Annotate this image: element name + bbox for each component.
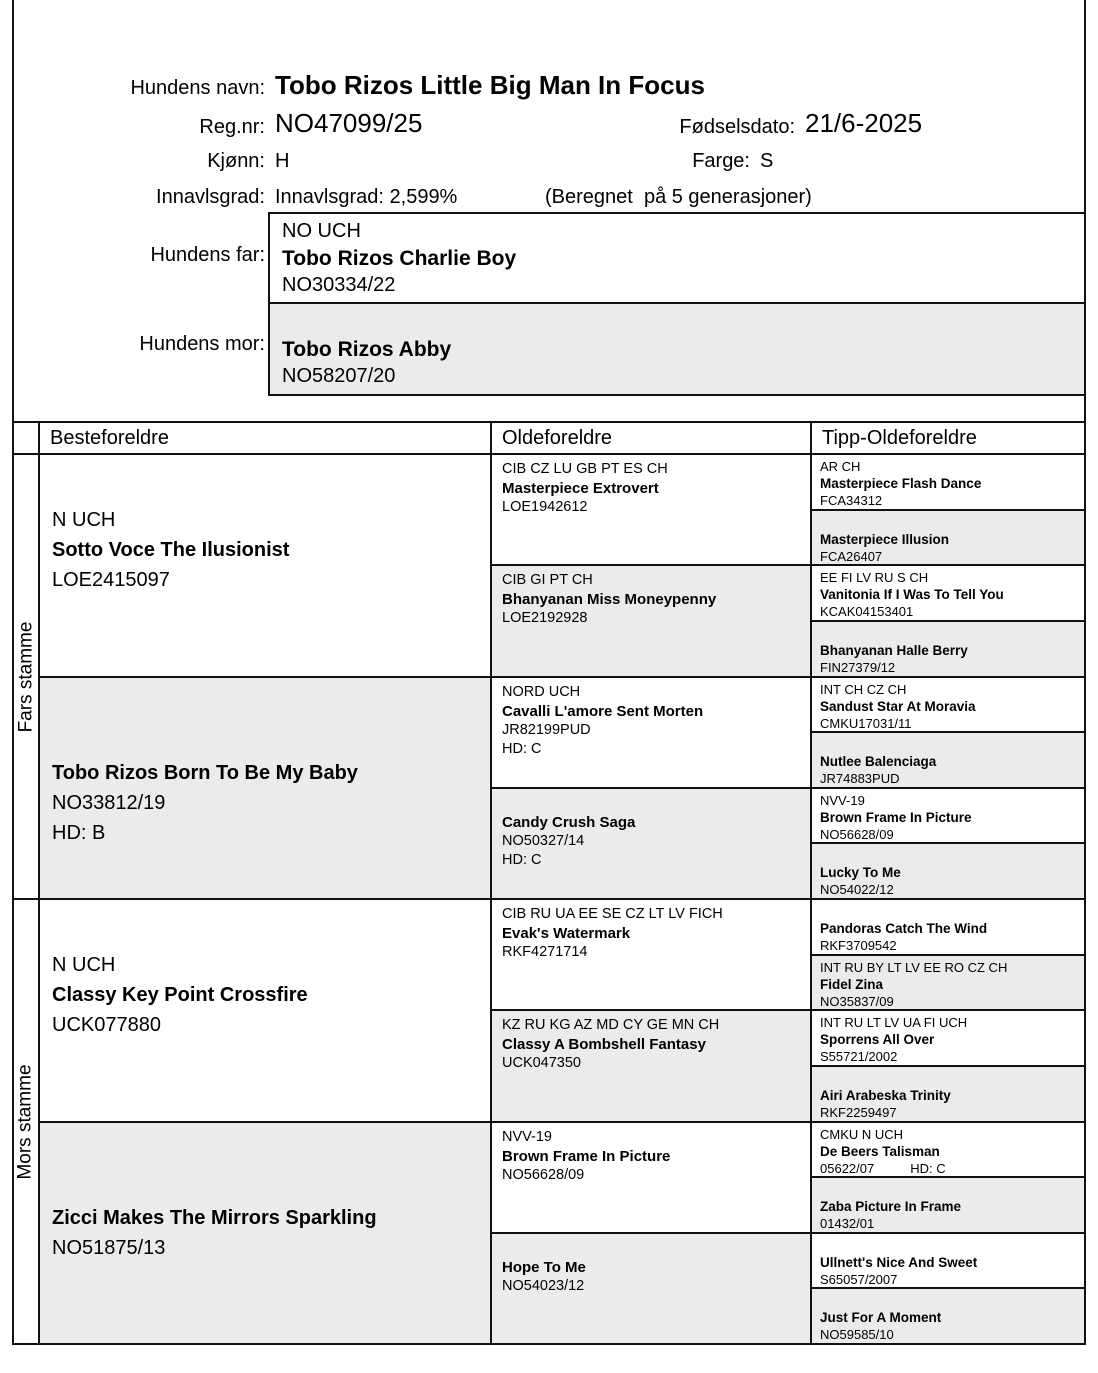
regnr-label: Reg.nr: — [199, 116, 265, 138]
gp-reg: LOE2415097 — [52, 569, 170, 592]
gggp-title: INT RU BY LT LV EE RO CZ CH — [820, 959, 1008, 975]
gggp-name: Zaba Picture In Frame — [820, 1199, 962, 1215]
ggp-name: Brown Frame In Picture — [502, 1147, 671, 1165]
fars-stamme-label: Fars stamme — [15, 621, 37, 732]
gggp-name: Masterpiece Flash Dance — [820, 476, 982, 491]
father-label: Hundens far: — [150, 244, 265, 266]
ggp-hd — [502, 517, 800, 536]
ggp-hd — [502, 628, 800, 647]
ggp-title: NORD UCH — [502, 683, 581, 700]
cell-great-grandparent — [492, 678, 810, 789]
ggp-title — [502, 1239, 800, 1258]
gggp-title — [820, 625, 1076, 642]
gp-reg: NO33812/19 — [52, 791, 166, 814]
cell-great-great-grandparent — [812, 900, 1084, 956]
gggp-title — [820, 1237, 1076, 1254]
ggp-name: Cavalli L'amore Sent Morten — [502, 702, 704, 720]
ggp-hd: HD: C — [502, 851, 542, 868]
dog-name-label: Hundens navn: — [130, 77, 265, 99]
ggp-reg: JR82199PUD — [502, 721, 591, 738]
gp-name: Zicci Makes The Mirrors Sparkling — [52, 1206, 377, 1229]
gggp-name: Airi Arabeska Trinity — [820, 1087, 951, 1103]
great-great-grandparent-column — [812, 455, 1084, 898]
gggp-reg: NO35837/09 — [820, 993, 894, 1009]
header-oldeforeldre: Oldeforeldre — [492, 423, 812, 453]
ggp-title — [502, 794, 800, 813]
great-grandparent-column — [492, 900, 812, 1343]
gggp-title — [820, 1181, 1076, 1198]
gggp-hd: HD: C — [910, 1160, 946, 1176]
gggp-reg: NO54022/12 — [820, 882, 894, 898]
cell-great-grandparent — [492, 566, 810, 677]
gggp-reg: S65057/2007 — [820, 1271, 898, 1287]
ggp-reg: LOE1942612 — [502, 499, 588, 515]
gggp-reg: CMKU17031/11 — [820, 715, 912, 731]
ggp-title: CIB GI PT CH — [502, 572, 593, 589]
ggp-hd — [502, 1296, 800, 1315]
gggp-reg: FCA26407 — [820, 548, 883, 564]
gggp-title: INT RU LT LV UA FI UCH — [820, 1015, 968, 1031]
cell-great-grandparent — [492, 1011, 810, 1122]
cell-great-great-grandparent — [812, 1011, 1084, 1067]
dog-name-value: Tobo Rizos Little Big Man In Focus — [275, 70, 705, 100]
gp-reg: NO51875/13 — [52, 1236, 166, 1259]
ggp-hd — [502, 1073, 800, 1092]
cell-grandparent — [40, 900, 490, 1123]
gggp-reg: 01432/01 — [820, 1216, 875, 1232]
gggp-reg: KCAK04153401 — [820, 604, 914, 620]
gggp-title: AR CH — [820, 459, 861, 474]
gggp-name: De Beers Talisman — [820, 1143, 940, 1159]
header-tipp-oldeforeldre: Tipp-Oldeforeldre — [822, 427, 977, 449]
birthdate-label: Fødselsdato: — [679, 116, 795, 138]
cell-great-grandparent — [492, 900, 810, 1011]
ggp-reg: NO54023/12 — [502, 1277, 585, 1294]
ggp-reg: UCK047350 — [502, 1055, 581, 1072]
inbreeding-note: (Beregnet på 5 generasjoner) — [545, 186, 812, 208]
ggp-reg: NO50327/14 — [502, 832, 585, 849]
cell-great-great-grandparent — [812, 1289, 1084, 1343]
inbreeding-label: Innavlsgrad: — [156, 186, 265, 208]
gggp-name: Sporrens All Over — [820, 1032, 935, 1048]
gggp-reg: FIN27379/12 — [820, 659, 896, 675]
cell-great-great-grandparent — [812, 455, 1084, 511]
grandparent-column — [40, 900, 492, 1343]
gggp-name: Sandust Star At Moravia — [820, 698, 976, 714]
cell-great-great-grandparent — [812, 1178, 1084, 1234]
cell-great-grandparent — [492, 789, 810, 898]
gggp-reg: FCA34312 — [820, 493, 883, 508]
ggp-name: Bhanyanan Miss Moneypenny — [502, 591, 717, 609]
cell-great-great-grandparent — [812, 511, 1084, 567]
mother-reg: NO58207/20 — [282, 364, 396, 387]
gggp-name: Pandoras Catch The Wind — [820, 921, 988, 936]
gggp-title: EE FI LV RU S CH — [820, 570, 929, 586]
gggp-name: Bhanyanan Halle Berry — [820, 642, 968, 658]
gggp-title — [820, 514, 1076, 531]
ggp-name: Hope To Me — [502, 1258, 586, 1276]
gggp-reg: JR74883PUD — [820, 771, 900, 787]
gggp-title: INT CH CZ CH — [820, 681, 907, 697]
father-title: NO UCH — [282, 219, 361, 242]
mother-label: Hundens mor: — [139, 333, 265, 355]
cell-grandparent — [40, 678, 490, 899]
gp-name: Classy Key Point Crossfire — [52, 984, 308, 1007]
cell-great-great-grandparent — [812, 789, 1084, 845]
mors-stamme-column — [14, 900, 40, 1343]
ggp-hd: HD: C — [502, 740, 542, 757]
sex-label: Kjønn: — [207, 150, 265, 172]
gp-title: N UCH — [52, 954, 116, 977]
regnr-value: NO47099/25 — [275, 108, 423, 138]
ggp-name: Candy Crush Saga — [502, 813, 636, 831]
gggp-title — [820, 1070, 1076, 1087]
cell-great-great-grandparent — [812, 1123, 1084, 1179]
gggp-reg: 05622/07 — [820, 1160, 875, 1176]
gggp-title: CMKU N UCH — [820, 1126, 904, 1142]
gggp-name: Brown Frame In Picture — [820, 809, 972, 825]
gggp-name: Ullnett's Nice And Sweet — [820, 1254, 978, 1270]
gggp-title — [820, 736, 1076, 753]
cell-great-great-grandparent — [812, 622, 1084, 678]
ggp-reg: LOE2192928 — [502, 610, 588, 627]
cell-great-grandparent — [492, 1123, 810, 1234]
gggp-reg: S55721/2002 — [820, 1049, 898, 1065]
grandparent-column — [40, 455, 492, 898]
gp-reg: UCK077880 — [52, 1014, 161, 1037]
gp-title: N UCH — [52, 509, 116, 532]
page-left-border — [12, 0, 14, 423]
gggp-name: Fidel Zina — [820, 976, 884, 992]
ggp-name: Evak's Watermark — [502, 925, 631, 942]
gp-hd — [52, 1263, 478, 1293]
gggp-name: Lucky To Me — [820, 865, 901, 881]
cell-grandparent — [40, 1123, 490, 1344]
gp-hd: HD: B — [52, 821, 106, 844]
gggp-title — [820, 1292, 1076, 1309]
inbreeding-value: Innavlsgrad: 2,599% — [275, 186, 458, 208]
mother-lineage-section — [14, 900, 1084, 1343]
great-great-grandparent-column — [812, 900, 1084, 1343]
header-stamme-spacer — [14, 423, 40, 453]
father-box — [268, 212, 1086, 304]
father-name: Tobo Rizos Charlie Boy — [282, 246, 517, 270]
ggp-title: NVV-19 — [502, 1128, 552, 1145]
gggp-title: NVV-19 — [820, 792, 865, 808]
mors-stamme-label: Mors stamme — [15, 1063, 37, 1180]
sex-value: H — [275, 150, 290, 172]
gggp-title — [820, 903, 1076, 920]
birthdate-value: 21/6-2025 — [805, 108, 923, 138]
cell-great-great-grandparent — [812, 956, 1084, 1012]
cell-grandparent — [40, 455, 490, 678]
gggp-reg: RKF2259497 — [820, 1104, 897, 1120]
cell-great-great-grandparent — [812, 844, 1084, 898]
gp-title — [52, 1173, 478, 1203]
ggp-title: CIB CZ LU GB PT ES CH — [502, 461, 668, 477]
cell-great-great-grandparent — [812, 678, 1084, 734]
cell-great-great-grandparent — [812, 733, 1084, 789]
cell-great-grandparent — [492, 455, 810, 566]
father-reg: NO30334/22 — [282, 273, 396, 296]
ggp-name: Classy A Bombshell Fantasy — [502, 1036, 706, 1054]
gggp-name: Masterpiece Illusion — [820, 531, 950, 547]
gp-hd — [52, 1040, 478, 1070]
table-header-row — [14, 423, 1084, 455]
ggp-title: CIB RU UA EE SE CZ LT LV FICH — [502, 906, 723, 922]
gp-title — [52, 728, 478, 758]
gp-hd — [52, 595, 478, 625]
header-besteforeldre: Besteforeldre — [40, 423, 492, 453]
pedigree-table — [12, 421, 1086, 1345]
gggp-name: Just For A Moment — [820, 1310, 942, 1326]
ggp-reg: NO56628/09 — [502, 1166, 585, 1183]
cell-great-great-grandparent — [812, 566, 1084, 622]
father-lineage-section — [14, 455, 1084, 900]
ggp-reg: RKF4271714 — [502, 944, 588, 960]
color-value: S — [760, 150, 774, 172]
cell-great-great-grandparent — [812, 1234, 1084, 1290]
mother-box — [268, 302, 1086, 396]
gggp-title — [820, 847, 1076, 864]
gggp-reg: RKF3709542 — [820, 938, 897, 953]
ggp-hd — [502, 962, 800, 981]
cell-great-grandparent — [492, 1234, 810, 1343]
mother-title — [282, 309, 1072, 336]
color-label: Farge: — [692, 150, 750, 172]
gggp-reg: NO59585/10 — [820, 1327, 894, 1343]
gp-name: Tobo Rizos Born To Be My Baby — [52, 761, 358, 784]
cell-great-great-grandparent — [812, 1067, 1084, 1123]
ggp-hd — [502, 1185, 800, 1204]
gp-name: Sotto Voce The Ilusionist — [52, 539, 290, 562]
fars-stamme-column — [14, 455, 40, 898]
ggp-name: Masterpiece Extrovert — [502, 480, 659, 497]
great-grandparent-column — [492, 455, 812, 898]
mother-name: Tobo Rizos Abby — [282, 337, 452, 361]
gggp-name: Vanitonia If I Was To Tell You — [820, 587, 1004, 603]
gggp-name: Nutlee Balenciaga — [820, 754, 937, 770]
ggp-title: KZ RU KG AZ MD CY GE MN CH — [502, 1017, 720, 1034]
gggp-reg: NO56628/09 — [820, 826, 894, 842]
